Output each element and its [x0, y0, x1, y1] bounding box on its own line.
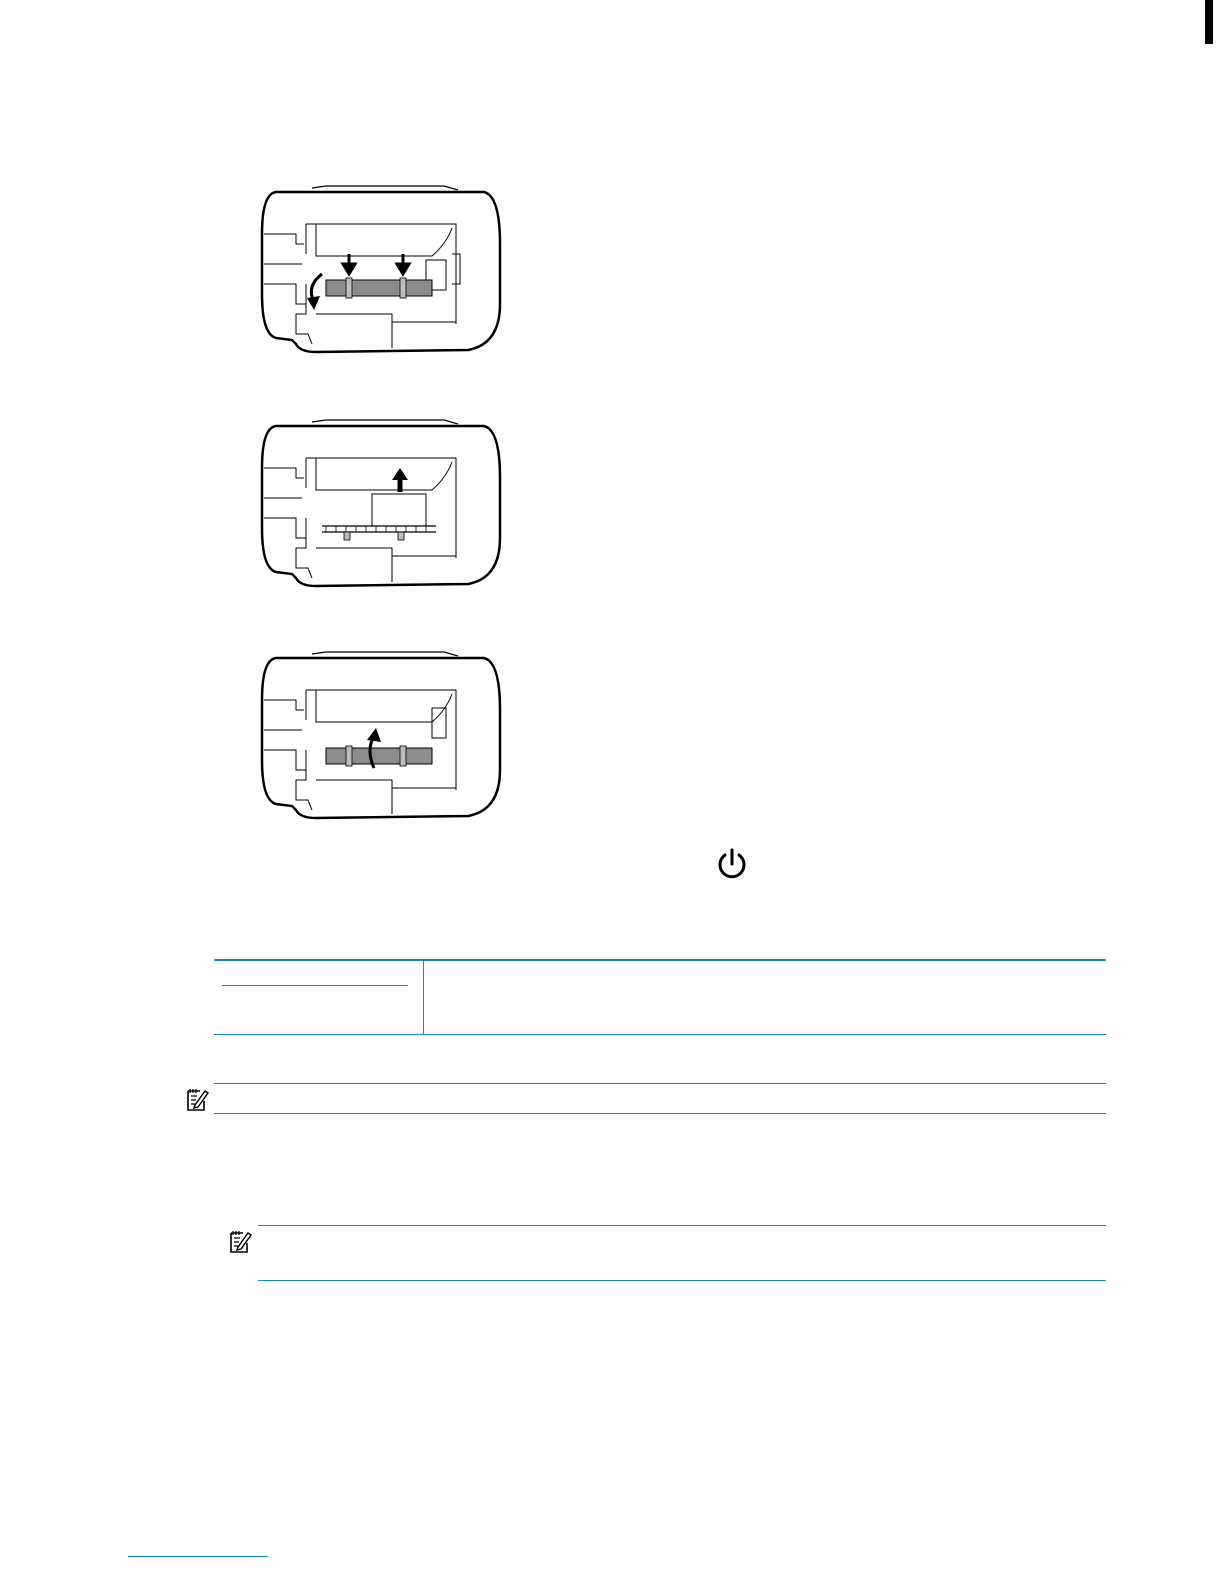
table-column-divider: [423, 960, 424, 1034]
note-2-bottom-rule: [258, 1280, 1106, 1281]
table-cell-link-underline[interactable]: [222, 985, 408, 986]
page-edge-tab: [1205, 0, 1213, 44]
printer-illustration-step-1: [256, 184, 504, 356]
printer-illustration-step-2: [256, 418, 504, 590]
power-icon: [714, 846, 750, 882]
note-bottom-rule: [214, 1113, 1106, 1114]
note-icon: [185, 1087, 211, 1113]
table-top-rule: [214, 959, 1106, 961]
table-bottom-rule: [214, 1034, 1106, 1035]
note-top-rule: [214, 1083, 1106, 1084]
note-2-top-rule: [258, 1225, 1106, 1226]
printer-illustration-step-3: [256, 650, 504, 822]
footer-link-underline[interactable]: [128, 1556, 268, 1557]
note-icon: [228, 1229, 254, 1255]
